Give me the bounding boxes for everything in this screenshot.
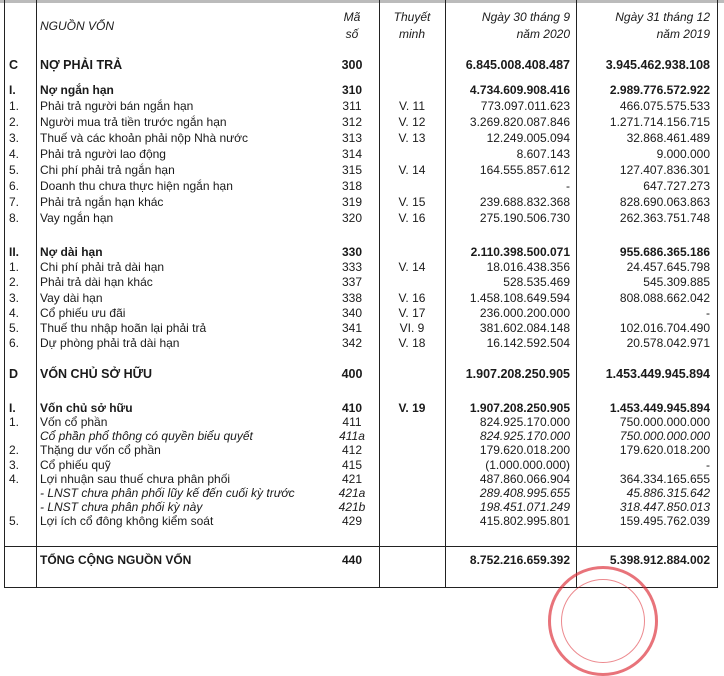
row-code: 421b [338, 499, 366, 514]
row-index [4, 500, 36, 514]
row-code: 333 [341, 259, 363, 274]
header-note [379, 0, 445, 52]
table-row [4, 401, 718, 415]
table-row [4, 415, 718, 429]
spacer [4, 226, 718, 244]
row-note: V. 12 [398, 115, 426, 129]
value-2019: 647.727.273 [643, 179, 710, 193]
row-index: 4. [9, 471, 20, 486]
header-2020 [445, 0, 576, 52]
value-2020: 4.734.609.908.416 [469, 83, 570, 97]
row-note: V. 16 [398, 211, 426, 225]
value-2020: 8.752.216.659.392 [445, 547, 576, 572]
value-2019: 24.457.645.798 [626, 259, 710, 274]
row-index: 6. [9, 179, 20, 193]
row-index: 2. [9, 443, 20, 458]
value-2019: 45.886.315.642 [626, 485, 710, 500]
value-2020: 528.535.469 [503, 275, 570, 290]
row-label: VỐN CHỦ SỞ HỮU [40, 367, 153, 382]
row-index [4, 547, 36, 572]
table-row [4, 244, 718, 259]
row-index: 3. [9, 131, 20, 145]
value-2019: 545.309.885 [643, 275, 710, 290]
table-row [4, 514, 718, 528]
row-code: 337 [341, 275, 363, 290]
value-2019: 20.578.042.971 [626, 336, 710, 351]
header-index [4, 0, 36, 52]
row-code: 340 [341, 305, 363, 320]
row-code: 311 [342, 99, 362, 113]
row-code: 315 [341, 163, 363, 177]
value-2019: 179.620.018.200 [619, 443, 710, 458]
value-2020: 487.860.066.904 [479, 471, 570, 486]
row-note: VI. 9 [399, 321, 425, 336]
value-2019: 1.453.449.945.894 [605, 367, 710, 382]
row-code: 412 [341, 443, 363, 458]
value-2019: 159.495.762.039 [619, 513, 710, 528]
row-code: 312 [341, 115, 363, 129]
row-note [379, 486, 445, 500]
total-row [4, 547, 718, 572]
value-2019: 466.075.575.533 [619, 99, 710, 113]
row-label: Dự phòng phải trả dài hạn [40, 336, 180, 351]
value-2020: 824.925.170.000 [479, 415, 570, 430]
row-code: 300 [341, 58, 363, 72]
row-code: 415 [341, 457, 363, 472]
spacer [4, 382, 718, 401]
row-code: 411a [339, 429, 365, 444]
value-2020: 236.000.200.000 [479, 305, 570, 320]
row-code: 410 [341, 401, 363, 416]
value-2019: 828.690.063.863 [619, 195, 710, 209]
row-note [379, 366, 445, 382]
value-2019: 5.398.912.884.002 [576, 547, 718, 572]
value-2019: 318.447.850.013 [619, 499, 710, 514]
value-2019: 2.989.776.572.922 [609, 83, 710, 97]
row-index: C [9, 58, 19, 72]
value-2020: 16.142.592.504 [486, 336, 570, 351]
row-note [379, 547, 445, 572]
row-index: 5. [9, 321, 20, 336]
row-note [379, 457, 445, 471]
table-row [4, 162, 718, 178]
row-note [379, 500, 445, 514]
row-code: 313 [341, 131, 363, 145]
row-index: I. [9, 83, 16, 97]
value-2020: 773.097.011.623 [480, 99, 570, 113]
row-code: 310 [341, 83, 363, 97]
row-label: - LNST chưa phân phối kỳ này [40, 499, 203, 514]
header-code-line2: số [345, 27, 359, 41]
table-row [4, 472, 718, 486]
row-label: Người mua trả tiền trước ngắn hạn [40, 115, 227, 129]
row-code: 342 [341, 336, 363, 351]
row-label: Doanh thu chưa thực hiện ngắn hạn [40, 179, 233, 193]
value-2020: - [566, 179, 570, 193]
row-label: Vốn cổ phần [40, 415, 108, 430]
row-code: 421a [338, 485, 366, 500]
spacer-row [4, 528, 718, 547]
row-label: Lợi ích cổ đông không kiểm soát [40, 513, 214, 528]
value-2019: 102.016.704.490 [619, 321, 710, 336]
row-note: V. 15 [398, 195, 426, 209]
header-note-line2: minh [398, 27, 425, 41]
table-row [4, 457, 718, 471]
row-index: 5. [9, 163, 20, 177]
table-row [4, 290, 718, 305]
value-2020: 239.688.832.368 [479, 195, 570, 209]
row-index: 3. [9, 290, 20, 305]
row-code: 400 [341, 367, 363, 382]
row-note: V. 14 [398, 259, 426, 274]
row-label: TỔNG CỘNG NGUỒN VỐN [36, 547, 325, 572]
value-2019: 364.334.165.655 [619, 471, 710, 486]
value-2020: 289.408.995.655 [479, 485, 570, 500]
value-2020: 381.602.084.148 [479, 321, 570, 336]
value-2019: - [706, 305, 710, 320]
row-label: Thuế thu nhập hoãn lại phải trả [40, 321, 207, 336]
table-row [4, 486, 718, 500]
header-code [325, 0, 379, 52]
row-note [379, 58, 445, 72]
row-index: 7. [9, 195, 20, 209]
value-2020: 1.907.208.250.905 [465, 367, 570, 382]
header-code-line1: Mã [343, 10, 361, 24]
value-2019: 1.271.714.156.715 [609, 115, 710, 129]
row-code: 330 [341, 244, 363, 259]
header-2019 [576, 0, 718, 52]
row-index: 4. [9, 147, 20, 161]
value-2019: 750.000.000.000 [619, 415, 710, 430]
table-row [4, 275, 718, 290]
row-code: 314 [341, 147, 363, 161]
row-label: Vốn chủ sở hữu [40, 401, 133, 416]
row-note: V. 19 [398, 401, 426, 416]
row-label: Cổ phần phổ thông có quyền biểu quyết [40, 429, 253, 444]
value-2019: - [706, 457, 710, 472]
row-index [4, 429, 36, 443]
row-label: Phải trả dài hạn khác [40, 275, 153, 290]
spacer [4, 72, 718, 82]
table-row [4, 336, 718, 351]
row-label: Phải trả người lao động [40, 147, 166, 161]
table-row [4, 366, 718, 382]
row-index: 2. [9, 115, 20, 129]
row-label: Cổ phiếu ưu đãi [40, 305, 126, 320]
value-2019: 127.407.836.301 [619, 163, 710, 177]
value-2020: 2.110.398.500.071 [470, 244, 570, 259]
row-index: 1. [9, 415, 20, 430]
spacer [4, 528, 718, 547]
header-2020-line2: năm 2020 [516, 27, 570, 41]
header-2020-line1: Ngày 30 tháng 9 [481, 10, 570, 24]
row-label: Thuế và các khoản phải nộp Nhà nước [40, 131, 249, 145]
value-2020: 6.845.008.408.487 [465, 58, 570, 72]
table-row [4, 98, 718, 114]
row-note: V. 17 [398, 305, 426, 320]
row-label: Cổ phiếu quỹ [40, 457, 111, 472]
value-2020: 164.555.857.612 [479, 163, 570, 177]
table-row [4, 500, 718, 514]
row-label: Chi phí phải trả ngắn hạn [40, 163, 175, 177]
row-note [379, 178, 445, 194]
row-note [379, 244, 445, 259]
value-2020: 8.607.143 [516, 147, 570, 161]
row-note [379, 429, 445, 443]
row-note: V. 13 [398, 131, 426, 145]
value-2019: 3.945.462.938.108 [605, 58, 710, 72]
header-note-line1: Thuyết [393, 10, 431, 24]
value-2019: 955.686.365.186 [619, 244, 710, 259]
value-2019: 808.088.662.042 [619, 290, 710, 305]
row-note: V. 11 [398, 99, 426, 113]
row-code: 319 [341, 195, 363, 209]
balance-sheet-table [4, 0, 718, 572]
row-label: Nợ ngắn hạn [40, 83, 114, 97]
value-2020: (1.000.000.000) [485, 457, 570, 472]
value-2019: 750.000.000.000 [619, 429, 710, 444]
row-note [379, 514, 445, 528]
row-code: 341 [341, 321, 363, 336]
row-code: 429 [341, 513, 363, 528]
row-label: Vay ngắn hạn [40, 211, 114, 225]
table-row [4, 194, 718, 210]
row-note [379, 146, 445, 162]
row-note [379, 443, 445, 457]
spacer [4, 351, 718, 366]
row-code: 338 [341, 290, 363, 305]
value-2020: 1.458.108.649.594 [469, 290, 570, 305]
spacer-row [4, 351, 718, 366]
row-label: Chi phí phải trả dài hạn [40, 259, 165, 274]
value-2019: 32.868.461.489 [626, 131, 710, 145]
row-index [4, 486, 36, 500]
spacer-row [4, 226, 718, 244]
row-label: Phải trả người bán ngắn hạn [40, 99, 194, 113]
row-label: - LNST chưa phân phối lũy kế đến cuối kỳ trước [40, 485, 295, 500]
row-code: 411 [342, 415, 362, 430]
row-note: V. 16 [398, 290, 426, 305]
row-index: 2. [9, 275, 20, 290]
row-label: Phải trả ngắn hạn khác [40, 195, 164, 209]
header-2019-line1: Ngày 31 tháng 12 [615, 10, 710, 24]
table-row [4, 82, 718, 98]
value-2020: 824.925.170.000 [479, 429, 570, 444]
value-2019: 1.453.449.945.894 [609, 401, 710, 416]
row-note [379, 275, 445, 290]
table-row [4, 146, 718, 162]
row-index: D [9, 367, 19, 382]
value-2020: 415.802.995.801 [479, 513, 570, 528]
table-row [4, 429, 718, 443]
row-index: 1. [9, 99, 20, 113]
row-label: Lợi nhuận sau thuế chưa phân phối [40, 471, 231, 486]
row-index: 3. [9, 457, 20, 472]
value-2020: 3.269.820.087.846 [469, 115, 570, 129]
table-row [4, 130, 718, 146]
header-label: NGUỒN VỐN [40, 18, 115, 33]
row-index: 8. [9, 211, 20, 225]
row-label: NỢ PHẢI TRẢ [40, 58, 123, 72]
value-2019: 262.363.751.748 [619, 211, 710, 225]
table-row [4, 259, 718, 274]
header-2019-line2: năm 2019 [656, 27, 710, 41]
row-note [379, 82, 445, 98]
row-label: Nợ dài hạn [40, 244, 103, 259]
row-code: 318 [341, 179, 363, 193]
table-row [4, 114, 718, 130]
table-header [4, 0, 718, 52]
row-note: V. 14 [398, 163, 426, 177]
row-index: 6. [9, 336, 20, 351]
table-row [4, 320, 718, 335]
spacer-row [4, 72, 718, 82]
value-2020: 1.907.208.250.905 [469, 401, 570, 416]
table-row [4, 178, 718, 194]
table-row [4, 210, 718, 226]
value-2020: 198.451.071.249 [479, 499, 570, 514]
value-2020: 179.620.018.200 [479, 443, 570, 458]
row-code: 440 [325, 547, 379, 572]
row-code: 421 [341, 471, 363, 486]
value-2020: 18.016.438.356 [486, 259, 570, 274]
row-index: 4. [9, 305, 20, 320]
row-label: Thặng dư vốn cổ phần [40, 443, 161, 458]
row-note [379, 472, 445, 486]
table-row [4, 305, 718, 320]
table-row [4, 58, 718, 72]
row-note [379, 415, 445, 429]
table-row [4, 443, 718, 457]
row-index: 5. [9, 513, 20, 528]
row-label: Vay dài hạn [40, 290, 103, 305]
spacer-row [4, 382, 718, 401]
row-index: 1. [9, 259, 20, 274]
value-2020: 275.190.506.730 [479, 211, 570, 225]
value-2019: 9.000.000 [656, 147, 710, 161]
row-note: V. 18 [398, 336, 426, 351]
row-index: II. [9, 244, 20, 259]
row-code: 320 [341, 211, 363, 225]
value-2020: 12.249.005.094 [486, 131, 570, 145]
row-index: I. [9, 401, 16, 416]
